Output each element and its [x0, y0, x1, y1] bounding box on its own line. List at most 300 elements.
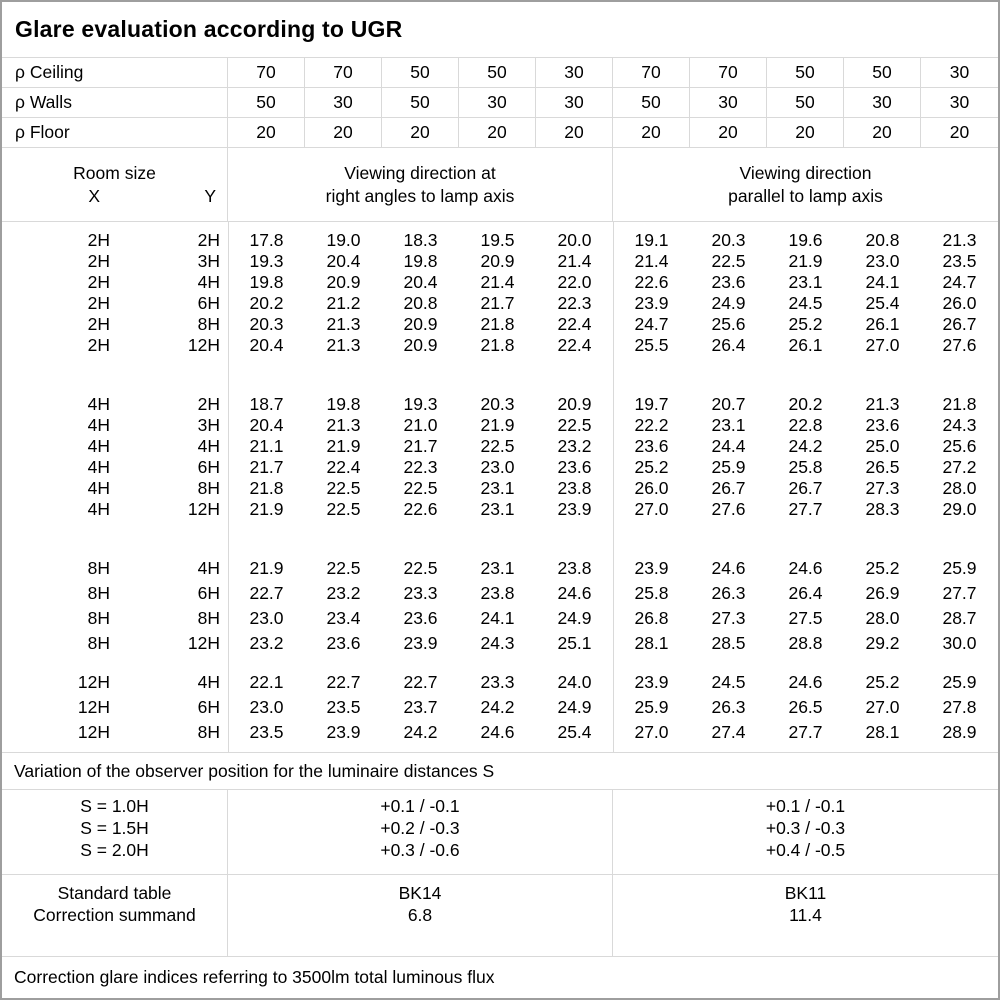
ugr-value: 25.2: [634, 457, 669, 477]
ugr-value: 27.5: [788, 608, 823, 628]
room-size-label: Room size: [73, 162, 156, 183]
reflectance-value: 20: [844, 118, 921, 147]
summary-table: [2, 875, 998, 957]
ugr-value: 22.7: [249, 583, 284, 603]
ugr-value: 25.4: [557, 722, 592, 742]
table-row: [2, 581, 998, 606]
ugr-value: 23.8: [557, 478, 592, 498]
room-size-x: 12H: [77, 697, 110, 717]
room-size-x: 12H: [77, 722, 110, 742]
table-row: [2, 293, 998, 314]
ugr-value: 23.2: [326, 583, 361, 603]
ugr-value: 23.2: [557, 436, 592, 456]
ugr-value: 20.3: [711, 230, 746, 250]
ugr-value: 24.9: [557, 697, 592, 717]
variation-label: S = 1.0H: [80, 796, 149, 816]
variation-caption: Variation of the observer position for the luminaire distances S: [2, 753, 998, 790]
ugr-value: 19.3: [249, 251, 284, 271]
ugr-value: 21.9: [480, 415, 515, 435]
ugr-value: 26.5: [788, 697, 823, 717]
ugr-value: 21.8: [942, 394, 977, 414]
summary-label: Standard table: [57, 883, 172, 903]
reflectance-value: 50: [459, 58, 536, 87]
ugr-value: 28.1: [865, 722, 900, 742]
ugr-value: 21.9: [249, 499, 284, 519]
table-row: [2, 499, 998, 520]
ugr-value: 24.1: [865, 272, 900, 292]
room-size-y: 6H: [197, 697, 220, 717]
ugr-value: 27.3: [711, 608, 746, 628]
ugr-value: 23.1: [788, 272, 823, 292]
row-group: [2, 230, 998, 356]
ugr-value: 25.5: [634, 335, 669, 355]
ugr-value: 24.4: [711, 436, 746, 456]
ugr-value: 22.5: [403, 558, 438, 578]
ugr-value: 18.7: [249, 394, 284, 414]
variation-table: [2, 790, 998, 875]
ugr-value: 22.6: [403, 499, 438, 519]
table-row: [2, 415, 998, 436]
summary-left-value: 6.8: [407, 904, 433, 925]
reflectance-value: 20: [536, 118, 613, 147]
ugr-value: 17.8: [249, 230, 284, 250]
ugr-value: 22.7: [403, 672, 438, 692]
ugr-value: 22.5: [326, 558, 361, 578]
ugr-value: 25.2: [788, 314, 823, 334]
ugr-value: 27.7: [788, 722, 823, 742]
ugr-value: 23.2: [249, 633, 284, 653]
ugr-value: 28.5: [711, 633, 746, 653]
ugr-value: 26.7: [788, 478, 823, 498]
ugr-value: 25.8: [634, 583, 669, 603]
ugr-value: 21.3: [865, 394, 900, 414]
ugr-value: 24.6: [557, 583, 592, 603]
ugr-value: 24.7: [942, 272, 977, 292]
variation-right-values-column: [613, 790, 998, 874]
ugr-value: 25.9: [942, 672, 977, 692]
ugr-value: 27.7: [942, 583, 977, 603]
ugr-value: 23.0: [249, 608, 284, 628]
ugr-value: 25.2: [865, 558, 900, 578]
room-size-y: 8H: [197, 314, 220, 334]
ugr-value: 22.4: [557, 335, 592, 355]
ugr-value: 20.2: [249, 293, 284, 313]
ugr-value: 25.2: [865, 672, 900, 692]
room-size-x: 8H: [87, 633, 110, 653]
reflectance-value: 50: [382, 88, 459, 117]
summary-right-values-column: [613, 875, 998, 956]
table-row: [2, 118, 998, 148]
ugr-value: 27.0: [865, 697, 900, 717]
room-size-x: 4H: [87, 436, 110, 456]
table-row: [2, 670, 998, 695]
variation-label: S = 1.5H: [80, 818, 149, 838]
room-size-x: 4H: [87, 394, 110, 414]
vertical-divider: [228, 222, 229, 752]
ugr-value: 24.1: [480, 608, 515, 628]
right-group-header-line1: Viewing direction: [739, 162, 872, 183]
ugr-value: 22.5: [403, 478, 438, 498]
reflectance-value: 70: [613, 58, 690, 87]
ugr-value: 24.0: [557, 672, 592, 692]
ugr-value: 20.9: [480, 251, 515, 271]
ugr-value: 24.9: [711, 293, 746, 313]
ugr-value: 19.6: [788, 230, 823, 250]
table-row: [2, 695, 998, 720]
variation-right-value: +0.3 / -0.3: [765, 818, 846, 838]
room-size-x: 8H: [87, 608, 110, 628]
room-size-x: 4H: [87, 499, 110, 519]
variation-left-value: +0.2 / -0.3: [380, 818, 460, 838]
ugr-value: 26.8: [634, 608, 669, 628]
ugr-value: 27.4: [711, 722, 746, 742]
ugr-value: 19.7: [634, 394, 669, 414]
ugr-value: 22.5: [557, 415, 592, 435]
ugr-value: 22.1: [249, 672, 284, 692]
row-group: [2, 670, 998, 745]
ugr-value: 23.1: [480, 499, 515, 519]
ugr-value: 20.3: [249, 314, 284, 334]
table-row: [2, 272, 998, 293]
summary-label: Correction summand: [33, 904, 196, 925]
ugr-value: 24.7: [634, 314, 669, 334]
ugr-value: 25.4: [865, 293, 900, 313]
ugr-value: 24.5: [788, 293, 823, 313]
room-size-x: 2H: [87, 272, 110, 292]
ugr-value: 22.5: [711, 251, 746, 271]
ugr-value: 20.0: [557, 230, 592, 250]
table-row: [2, 394, 998, 415]
page-title: Glare evaluation according to UGR: [15, 16, 403, 42]
ugr-value: 23.5: [326, 697, 361, 717]
viewing-direction-parallel-header: [613, 148, 998, 221]
ugr-value: 27.7: [788, 499, 823, 519]
reflectance-value: 20: [690, 118, 767, 147]
reflectance-value: 30: [949, 62, 970, 82]
row-group: [2, 556, 998, 656]
ugr-value: 20.9: [326, 272, 361, 292]
table-row: [2, 436, 998, 457]
summary-labels-column: [2, 875, 228, 956]
table-row: [2, 251, 998, 272]
reflectance-label: ρ Floor: [2, 118, 228, 147]
variation-left-value: +0.3 / -0.6: [380, 840, 460, 860]
ugr-value: 23.3: [403, 583, 438, 603]
ugr-value: 22.0: [557, 272, 592, 292]
room-size-y: 4H: [197, 558, 220, 578]
table-row: [2, 88, 998, 118]
ugr-value: 21.9: [326, 436, 361, 456]
room-size-x: 4H: [87, 415, 110, 435]
ugr-value: 22.3: [403, 457, 438, 477]
reflectance-value: 20: [382, 118, 459, 147]
ugr-value: 20.4: [249, 335, 284, 355]
ugr-value: 23.5: [249, 722, 284, 742]
reflectance-value: 50: [844, 58, 921, 87]
ugr-value: 29.2: [865, 633, 900, 653]
ugr-value: 22.3: [557, 293, 592, 313]
ugr-value: 25.6: [942, 436, 977, 456]
ugr-value: 28.3: [865, 499, 900, 519]
reflectance-label: ρ Ceiling: [2, 58, 228, 87]
ugr-value: 25.8: [788, 457, 823, 477]
ugr-value: 24.2: [403, 722, 438, 742]
ugr-value: 25.1: [557, 633, 592, 653]
ugr-value: 23.6: [403, 608, 438, 628]
ugr-value: 20.8: [403, 293, 438, 313]
ugr-value: 26.4: [788, 583, 823, 603]
ugr-value: 23.5: [942, 251, 977, 271]
y-column-header: Y: [204, 185, 216, 206]
reflectance-value: 50: [382, 58, 459, 87]
row-group: [2, 394, 998, 520]
ugr-value: 19.1: [634, 230, 669, 250]
ugr-value: 21.0: [403, 415, 438, 435]
ugr-value: 24.6: [788, 672, 823, 692]
room-size-y: 4H: [197, 272, 220, 292]
ugr-value: 23.9: [326, 722, 361, 742]
reflectance-value: 30: [844, 88, 921, 117]
ugr-value: 29.0: [942, 499, 977, 519]
reflectance-value: 30: [305, 88, 382, 117]
ugr-value: 28.0: [942, 478, 977, 498]
table-row: [2, 335, 998, 356]
ugr-value: 21.4: [480, 272, 515, 292]
room-size-x: 8H: [87, 583, 110, 603]
ugr-value: 23.4: [326, 608, 361, 628]
ugr-value: 20.7: [711, 394, 746, 414]
vertical-divider: [613, 222, 614, 752]
ugr-value: 23.9: [403, 633, 438, 653]
ugr-value: 21.4: [634, 251, 669, 271]
room-size-x: 2H: [87, 251, 110, 271]
room-size-x: 4H: [87, 457, 110, 477]
ugr-value: 25.6: [711, 314, 746, 334]
room-size-x: 2H: [87, 230, 110, 250]
room-size-y: 6H: [197, 293, 220, 313]
ugr-value: 23.3: [480, 672, 515, 692]
ugr-value: 28.0: [865, 608, 900, 628]
ugr-value: 20.9: [403, 314, 438, 334]
room-size-y: 4H: [197, 436, 220, 456]
reflectance-value: 50: [228, 88, 305, 117]
table-row: [2, 631, 998, 656]
room-size-y: 2H: [197, 394, 220, 414]
ugr-value: 23.1: [480, 558, 515, 578]
ugr-value: 23.9: [634, 558, 669, 578]
variation-labels-column: [2, 790, 228, 874]
ugr-value: 24.5: [711, 672, 746, 692]
ugr-value: 20.9: [403, 335, 438, 355]
ugr-value: 28.7: [942, 608, 977, 628]
room-size-y: 12H: [187, 499, 220, 519]
ugr-value: 24.2: [480, 697, 515, 717]
room-size-x: 2H: [87, 335, 110, 355]
ugr-value: 23.9: [634, 672, 669, 692]
table-row: [2, 556, 998, 581]
ugr-value: 20.2: [788, 394, 823, 414]
ugr-value: 21.3: [942, 230, 977, 250]
ugr-value: 22.2: [634, 415, 669, 435]
ugr-value: 27.6: [711, 499, 746, 519]
ugr-value: 23.0: [480, 457, 515, 477]
ugr-value: 20.9: [557, 394, 592, 414]
ugr-value: 23.1: [711, 415, 746, 435]
ugr-value: 25.9: [942, 558, 977, 578]
reflectance-value: 20: [767, 118, 844, 147]
ugr-value: 28.9: [942, 722, 977, 742]
room-size-x: 8H: [87, 558, 110, 578]
ugr-value: 21.4: [557, 251, 592, 271]
table-row: [2, 58, 998, 88]
summary-right-value: 11.4: [789, 904, 822, 925]
ugr-value: 26.7: [942, 314, 977, 334]
reflectance-value: 50: [767, 88, 844, 117]
ugr-value: 21.1: [249, 436, 284, 456]
ugr-value: 19.0: [326, 230, 361, 250]
ugr-value: 23.6: [557, 457, 592, 477]
ugr-value: 27.0: [634, 722, 669, 742]
left-group-header-line2: right angles to lamp axis: [325, 185, 515, 206]
ugr-value: 19.8: [249, 272, 284, 292]
room-size-y: 8H: [197, 608, 220, 628]
ugr-value: 23.9: [557, 499, 592, 519]
reflectance-value: 30: [459, 88, 536, 117]
variation-label: S = 2.0H: [80, 840, 149, 860]
ugr-value: 26.1: [865, 314, 900, 334]
ugr-value: 23.7: [403, 697, 438, 717]
viewing-direction-right-angles-header: [228, 148, 613, 221]
reflectance-table: [2, 58, 998, 148]
room-size-y: 6H: [197, 457, 220, 477]
column-header-row: [2, 148, 998, 222]
ugr-value: 23.1: [480, 478, 515, 498]
ugr-value: 23.9: [634, 293, 669, 313]
ugr-value: 24.6: [711, 558, 746, 578]
room-size-y: 2H: [197, 230, 220, 250]
ugr-value: 22.5: [480, 436, 515, 456]
ugr-value: 21.7: [403, 436, 438, 456]
ugr-value: 27.3: [865, 478, 900, 498]
ugr-value: 20.4: [403, 272, 438, 292]
reflectance-value: 50: [767, 58, 844, 87]
reflectance-value: 20: [305, 118, 382, 147]
table-row: [2, 457, 998, 478]
ugr-value: 23.8: [557, 558, 592, 578]
summary-left-value: BK14: [398, 883, 442, 903]
reflectance-value: 20: [613, 118, 690, 147]
room-size-y: 12H: [187, 335, 220, 355]
table-row: [2, 230, 998, 251]
reflectance-value: 20: [459, 118, 536, 147]
ugr-value: 25.9: [634, 697, 669, 717]
room-size-x: 4H: [87, 478, 110, 498]
ugr-value: 26.0: [942, 293, 977, 313]
ugr-value: 21.9: [788, 251, 823, 271]
ugr-value: 21.9: [249, 558, 284, 578]
ugr-value: 20.4: [326, 251, 361, 271]
ugr-value: 23.6: [326, 633, 361, 653]
ugr-value: 24.6: [480, 722, 515, 742]
reflectance-value: 30: [690, 88, 767, 117]
ugr-value: 21.8: [249, 478, 284, 498]
ugr-value: 26.3: [711, 583, 746, 603]
ugr-value: 23.6: [711, 272, 746, 292]
footer-note: Correction glare indices referring to 3500lm total luminous flux: [14, 967, 495, 987]
room-size-header: [2, 148, 228, 221]
right-group-header-line2: parallel to lamp axis: [728, 185, 883, 206]
ugr-value: 21.2: [326, 293, 361, 313]
ugr-value: 27.0: [634, 499, 669, 519]
room-size-y: 8H: [197, 722, 220, 742]
summary-left-values-column: [228, 875, 613, 956]
ugr-value: 24.9: [557, 608, 592, 628]
reflectance-value: 30: [949, 92, 970, 112]
ugr-value: 19.8: [326, 394, 361, 414]
ugr-value: 24.2: [788, 436, 823, 456]
room-size-x: 12H: [77, 672, 110, 692]
reflectance-value: 30: [536, 88, 613, 117]
ugr-value: 23.0: [249, 697, 284, 717]
ugr-value: 23.8: [480, 583, 515, 603]
summary-right-value: BK11: [784, 883, 827, 903]
ugr-value: 27.6: [942, 335, 977, 355]
room-size-x: 2H: [87, 314, 110, 334]
left-group-header-line1: Viewing direction at: [344, 162, 496, 183]
ugr-value: 21.7: [249, 457, 284, 477]
ugr-value: 26.3: [711, 697, 746, 717]
ugr-value: 27.8: [942, 697, 977, 717]
ugr-value: 28.1: [634, 633, 669, 653]
reflectance-value: 70: [305, 58, 382, 87]
ugr-value: 21.3: [326, 314, 361, 334]
ugr-value: 24.3: [942, 415, 977, 435]
x-column-header: X: [88, 185, 100, 206]
ugr-value: 26.7: [711, 478, 746, 498]
ugr-value: 19.8: [403, 251, 438, 271]
reflectance-value: 70: [228, 58, 305, 87]
room-size-y: 3H: [197, 251, 220, 271]
ugr-value: 23.6: [634, 436, 669, 456]
ugr-value: 21.8: [480, 314, 515, 334]
variation-right-value: +0.4 / -0.5: [765, 840, 846, 860]
room-size-y: 8H: [197, 478, 220, 498]
ugr-value: 22.6: [634, 272, 669, 292]
ugr-value: 22.5: [326, 478, 361, 498]
ugr-value: 25.0: [865, 436, 900, 456]
reflectance-value: 50: [613, 88, 690, 117]
table-row: [2, 314, 998, 335]
ugr-value: 26.0: [634, 478, 669, 498]
room-size-y: 12H: [187, 633, 220, 653]
title-row: [2, 2, 998, 58]
ugr-value: 23.6: [865, 415, 900, 435]
ugr-value: 22.4: [557, 314, 592, 334]
table-row: [2, 606, 998, 631]
ugr-value: 23.0: [865, 251, 900, 271]
variation-right-value: +0.1 / -0.1: [765, 796, 846, 816]
ugr-value: 21.8: [480, 335, 515, 355]
reflectance-value: 20: [949, 122, 970, 142]
ugr-value: 26.5: [865, 457, 900, 477]
ugr-value: 18.3: [403, 230, 438, 250]
ugr-value: 24.6: [788, 558, 823, 578]
variation-left-values-column: [228, 790, 613, 874]
ugr-value: 21.7: [480, 293, 515, 313]
room-size-x: 2H: [87, 293, 110, 313]
ugr-value: 19.3: [403, 394, 438, 414]
ugr-value: 22.8: [788, 415, 823, 435]
